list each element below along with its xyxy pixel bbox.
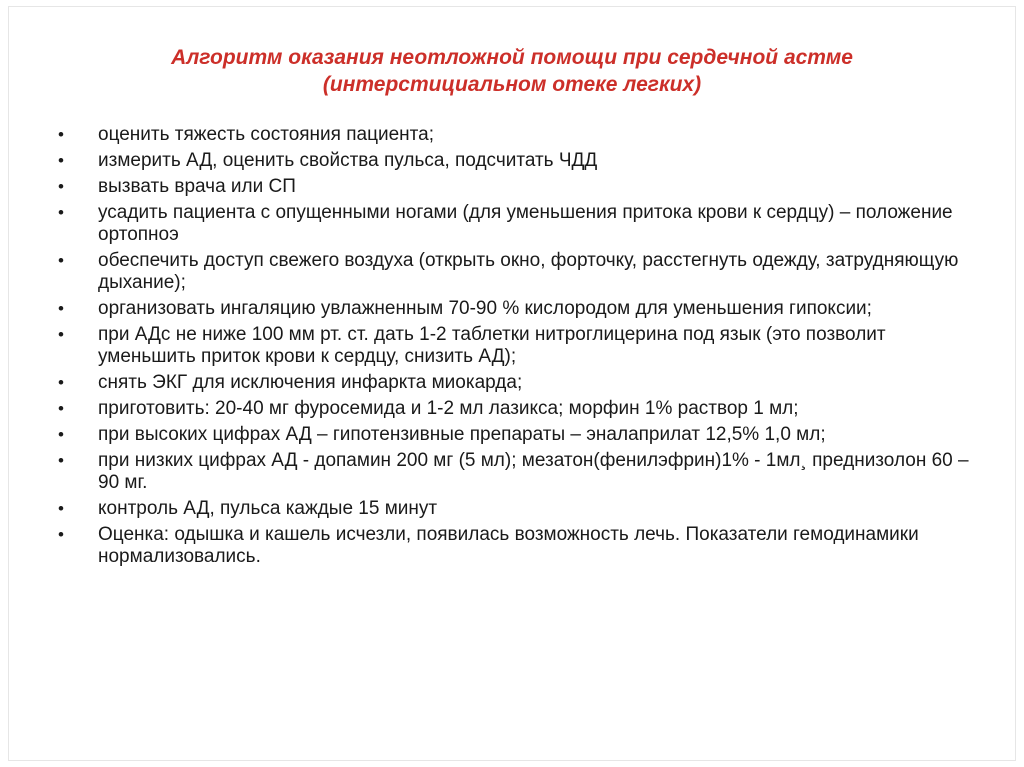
bullet-icon: • bbox=[58, 203, 64, 222]
list-item bbox=[56, 524, 976, 568]
list-item-text: организовать ингаляцию увлажненным 70-90 % кислородом для уменьшения гипоксии; bbox=[98, 298, 872, 319]
list-item-text: контроль АД, пульса каждые 15 минут bbox=[98, 498, 438, 519]
list-item bbox=[56, 450, 976, 494]
bullet-icon: • bbox=[58, 325, 64, 344]
title-line-2: (интерстициальном отеке легких) bbox=[322, 73, 702, 96]
bullet-icon: • bbox=[58, 251, 64, 270]
list-item bbox=[56, 398, 976, 420]
list-item-text: Оценка: одышка и кашель исчезли, появилась возможность лечь. Показатели гемодинамики нормализовались. bbox=[98, 524, 919, 567]
list-item bbox=[56, 372, 976, 394]
list-item-text: вызвать врача или СП bbox=[98, 176, 296, 197]
title-line-1: Алгоритм оказания неотложной помощи при сердечной астме bbox=[171, 46, 853, 69]
algorithm-list bbox=[56, 124, 976, 572]
list-item-text: усадить пациента с опущенными ногами (для уменьшения притока крови к сердцу) – положение ортопноэ bbox=[98, 202, 953, 245]
list-item bbox=[56, 324, 976, 368]
list-item-text: оценить тяжесть состояния пациента; bbox=[98, 124, 434, 145]
bullet-icon: • bbox=[58, 125, 64, 144]
bullet-icon: • bbox=[58, 399, 64, 418]
list-item bbox=[56, 150, 976, 172]
bullet-icon: • bbox=[58, 151, 64, 170]
list-item bbox=[56, 250, 976, 294]
list-item bbox=[56, 298, 976, 320]
list-item-text: снять ЭКГ для исключения инфаркта миокарда; bbox=[98, 372, 523, 393]
bullet-icon: • bbox=[58, 373, 64, 392]
list-item-text: измерить АД, оценить свойства пульса, подсчитать ЧДД bbox=[98, 150, 598, 171]
list-item-text: при высоких цифрах АД – гипотензивные препараты – эналаприлат 12,5% 1,0 мл; bbox=[98, 424, 826, 445]
list-item bbox=[56, 498, 976, 520]
list-item-text: приготовить: 20-40 мг фуросемида и 1-2 мл лазикса; морфин 1% раствор 1 мл; bbox=[98, 398, 799, 419]
bullet-icon: • bbox=[58, 425, 64, 444]
bullet-icon: • bbox=[58, 499, 64, 518]
list-item bbox=[56, 424, 976, 446]
list-item-text: при низких цифрах АД - допамин 200 мг (5 мл); мезатон(фенилэфрин)1% - 1мл¸ преднизолон 60 – 90 мг. bbox=[98, 450, 969, 493]
bullet-icon: • bbox=[58, 299, 64, 318]
list-item bbox=[56, 176, 976, 198]
slide-title bbox=[60, 44, 964, 98]
list-item-text: при АДс не ниже 100 мм рт. ст. дать 1-2 таблетки нитроглицерина под язык (это позволит уменьшить приток крови к сердцу, снизить АД); bbox=[98, 324, 886, 367]
list-item bbox=[56, 124, 976, 146]
list-item bbox=[56, 202, 976, 246]
bullet-icon: • bbox=[58, 451, 64, 470]
bullet-icon: • bbox=[58, 525, 64, 544]
bullet-icon: • bbox=[58, 177, 64, 196]
list-item-text: обеспечить доступ свежего воздуха (открыть окно, форточку, расстегнуть одежду, затрудняющую дыхание); bbox=[98, 250, 959, 293]
